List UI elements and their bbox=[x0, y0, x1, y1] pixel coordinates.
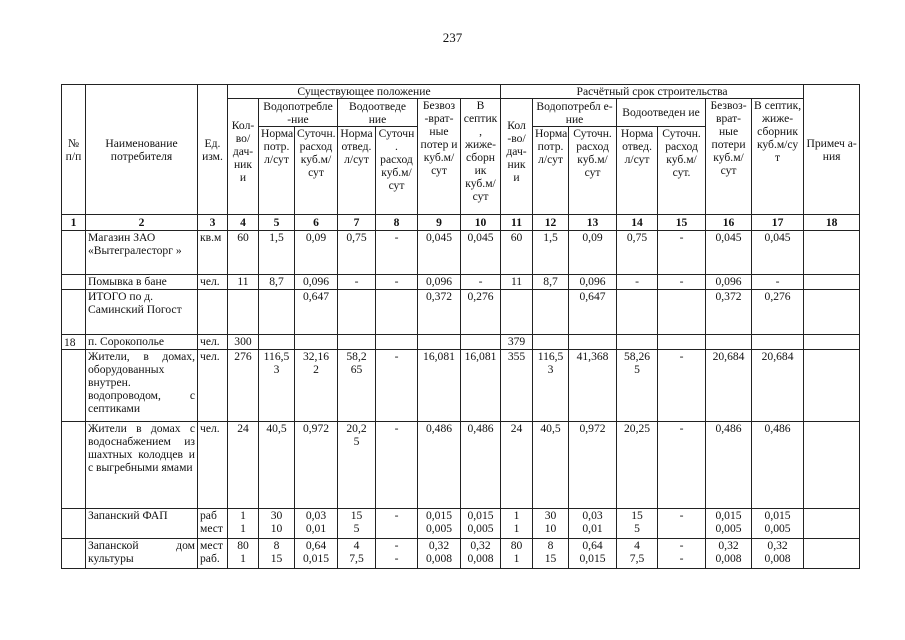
header-ex-ws-norm: Норма потр. л/сут bbox=[259, 127, 295, 215]
row-cell bbox=[418, 335, 461, 350]
row-cell bbox=[533, 335, 569, 350]
col-number: 2 bbox=[86, 215, 198, 231]
table-row bbox=[62, 422, 860, 509]
table-row bbox=[62, 350, 860, 422]
table-row bbox=[62, 290, 860, 335]
row-cell: 8,7 bbox=[533, 275, 569, 290]
row-cell: 0,486 bbox=[706, 422, 752, 509]
row-cell: 0,972 bbox=[569, 422, 617, 509]
col-number: 14 bbox=[617, 215, 658, 231]
header-remark: Примеч а-ния bbox=[804, 85, 860, 215]
row-cell bbox=[706, 335, 752, 350]
page-number: 237 bbox=[442, 30, 463, 45]
row-cell: - - bbox=[658, 539, 706, 569]
row-cell bbox=[658, 290, 706, 335]
row-cell: 0,045 bbox=[461, 231, 501, 275]
col-number: 12 bbox=[533, 215, 569, 231]
row-cell: 4 7,5 bbox=[338, 539, 376, 569]
header-ds-loss: Безвоз-врат-ные потери куб.м/ сут bbox=[706, 99, 752, 215]
row-unit: чел. bbox=[198, 422, 228, 509]
row-cell bbox=[228, 290, 259, 335]
col-number: 10 bbox=[461, 215, 501, 231]
row-cell: 80 1 bbox=[228, 539, 259, 569]
row-cell: 1 1 bbox=[228, 509, 259, 539]
row-cell: 0,32 0,008 bbox=[752, 539, 804, 569]
row-unit bbox=[198, 290, 228, 335]
row-cell: 0,096 bbox=[569, 275, 617, 290]
header-ex-ws-daily: Суточн. расход куб.м/ сут bbox=[295, 127, 338, 215]
header-ex-water-supply: Водопотребле -ние bbox=[259, 99, 338, 127]
header-ds-water-supply: Водопотребл е-ние bbox=[533, 99, 617, 127]
row-cell: 0,486 bbox=[461, 422, 501, 509]
row-cell: 0,09 bbox=[295, 231, 338, 275]
row-cell: 0,096 bbox=[295, 275, 338, 290]
row-cell: 0,64 0,015 bbox=[295, 539, 338, 569]
row-cell bbox=[259, 290, 295, 335]
row-cell: 0,486 bbox=[418, 422, 461, 509]
row-cell: - bbox=[338, 275, 376, 290]
col-number: 1 bbox=[62, 215, 86, 231]
row-cell: 20,2 5 bbox=[338, 422, 376, 509]
col-number: 11 bbox=[501, 215, 533, 231]
col-number: 5 bbox=[259, 215, 295, 231]
row-cell: 0,015 0,005 bbox=[418, 509, 461, 539]
row-cell bbox=[617, 335, 658, 350]
row-unit: чел. bbox=[198, 335, 228, 350]
row-cell bbox=[617, 290, 658, 335]
header-ex-drainage: Водоотведе ние bbox=[338, 99, 418, 127]
water-balance-table bbox=[61, 84, 860, 569]
row-cell: 0,045 bbox=[706, 231, 752, 275]
row-cell: 0,096 bbox=[418, 275, 461, 290]
row-cell: 0,64 0,015 bbox=[569, 539, 617, 569]
table-row bbox=[62, 275, 860, 290]
row-cell: - bbox=[461, 275, 501, 290]
row-cell: 15 5 bbox=[338, 509, 376, 539]
row-cell: 355 bbox=[501, 350, 533, 422]
row-cell bbox=[804, 509, 860, 539]
col-number: 6 bbox=[295, 215, 338, 231]
row-cell: 0,972 bbox=[295, 422, 338, 509]
row-cell: - bbox=[752, 275, 804, 290]
row-cell: 0,372 bbox=[706, 290, 752, 335]
row-cell: 16,081 bbox=[461, 350, 501, 422]
row-cell bbox=[804, 350, 860, 422]
row-name: Запанской дом культуры bbox=[86, 539, 198, 569]
row-cell: 40,5 bbox=[533, 422, 569, 509]
header-ex-septic: В септик , жиже-сборн ик куб.м/ сут bbox=[461, 99, 501, 215]
row-cell: 41,368 bbox=[569, 350, 617, 422]
row-name: Помывка в бане bbox=[86, 275, 198, 290]
row-num bbox=[62, 290, 86, 335]
col-number: 16 bbox=[706, 215, 752, 231]
row-cell bbox=[259, 335, 295, 350]
row-cell: 80 1 bbox=[501, 539, 533, 569]
row-name: п. Сорокополье bbox=[86, 335, 198, 350]
col-number: 13 bbox=[569, 215, 617, 231]
header-name: Наименование потребителя bbox=[86, 85, 198, 215]
row-num bbox=[62, 231, 86, 275]
row-name: ИТОГО по д. Саминский Погост bbox=[86, 290, 198, 335]
row-cell: 0,045 bbox=[418, 231, 461, 275]
row-cell: 16,081 bbox=[418, 350, 461, 422]
row-cell: 32,16 2 bbox=[295, 350, 338, 422]
row-cell: 0,372 bbox=[418, 290, 461, 335]
row-cell: - bbox=[376, 422, 418, 509]
row-cell: 379 bbox=[501, 335, 533, 350]
header-ex-dr-daily: Суточн . расход куб.м/ сут bbox=[376, 127, 418, 215]
header-num: № п/п bbox=[62, 85, 86, 215]
row-name: Жители, в домах, оборудованных внутрен. водопроводом, с септиками bbox=[86, 350, 198, 422]
row-cell: 0,015 0,005 bbox=[461, 509, 501, 539]
row-num bbox=[62, 539, 86, 569]
row-cell bbox=[501, 290, 533, 335]
row-cell: 0,32 0,008 bbox=[418, 539, 461, 569]
table-row bbox=[62, 231, 860, 275]
header-ex-loss: Безвоз -врат-ные потер и куб.м/ сут bbox=[418, 99, 461, 215]
row-cell: 20,684 bbox=[706, 350, 752, 422]
row-cell: 0,096 bbox=[706, 275, 752, 290]
row-cell: 1,5 bbox=[259, 231, 295, 275]
row-cell: 0,03 0,01 bbox=[569, 509, 617, 539]
row-cell: - bbox=[617, 275, 658, 290]
row-name: Магазин ЗАО «Вытегралесторг » bbox=[86, 231, 198, 275]
table-row bbox=[62, 335, 860, 350]
row-cell: 0,276 bbox=[461, 290, 501, 335]
row-unit: раб мест bbox=[198, 509, 228, 539]
row-cell bbox=[804, 335, 860, 350]
row-cell: 0,015 0,005 bbox=[706, 509, 752, 539]
header-unit: Ед. изм. bbox=[198, 85, 228, 215]
row-cell: 0,75 bbox=[338, 231, 376, 275]
row-cell bbox=[804, 231, 860, 275]
row-unit: чел. bbox=[198, 275, 228, 290]
row-cell: - bbox=[658, 231, 706, 275]
col-number: 4 bbox=[228, 215, 259, 231]
row-cell: - bbox=[658, 509, 706, 539]
header-ds-drainage: Водоотведен ие bbox=[617, 99, 706, 127]
row-cell: 8,7 bbox=[259, 275, 295, 290]
row-cell: 0,32 0,008 bbox=[461, 539, 501, 569]
header-design: Расчётный срок строительства bbox=[501, 85, 804, 99]
row-cell bbox=[376, 335, 418, 350]
row-cell: 24 bbox=[228, 422, 259, 509]
row-cell: 0,045 bbox=[752, 231, 804, 275]
row-cell: 116,5 3 bbox=[533, 350, 569, 422]
row-cell: 8 15 bbox=[533, 539, 569, 569]
row-cell: 20,25 bbox=[617, 422, 658, 509]
row-cell: - - bbox=[376, 539, 418, 569]
row-cell: 0,75 bbox=[617, 231, 658, 275]
row-cell: 0,09 bbox=[569, 231, 617, 275]
col-number: 15 bbox=[658, 215, 706, 231]
row-unit: кв.м bbox=[198, 231, 228, 275]
col-number: 18 bbox=[804, 215, 860, 231]
row-cell bbox=[658, 335, 706, 350]
header-ds-dr-norm: Норма отвед. л/сут bbox=[617, 127, 658, 215]
row-cell: 30 10 bbox=[259, 509, 295, 539]
row-cell: 20,684 bbox=[752, 350, 804, 422]
row-num bbox=[62, 275, 86, 290]
table-row bbox=[62, 539, 860, 569]
row-cell: - bbox=[376, 509, 418, 539]
row-cell: 0,647 bbox=[295, 290, 338, 335]
header-ex-qty: Кол-во/ дач-ник и bbox=[228, 99, 259, 215]
row-num: 18 bbox=[62, 335, 86, 350]
header-ds-septic: В септик, жиже-сборник куб.м/су т bbox=[752, 99, 804, 215]
row-cell: 1,5 bbox=[533, 231, 569, 275]
row-cell: 0,03 0,01 bbox=[295, 509, 338, 539]
row-cell: 8 15 bbox=[259, 539, 295, 569]
table-row bbox=[62, 509, 860, 539]
row-cell bbox=[804, 422, 860, 509]
row-cell: 40,5 bbox=[259, 422, 295, 509]
header-ex-dr-norm: Норма отвед. л/сут bbox=[338, 127, 376, 215]
row-cell: - bbox=[376, 275, 418, 290]
header-ds-dr-daily: Суточн. расход куб.м/ сут. bbox=[658, 127, 706, 215]
row-cell: 24 bbox=[501, 422, 533, 509]
row-cell bbox=[533, 290, 569, 335]
row-cell: 60 bbox=[228, 231, 259, 275]
row-cell: 0,32 0,008 bbox=[706, 539, 752, 569]
header-ds-qty: Кол -во/ дач-ник и bbox=[501, 99, 533, 215]
row-cell: - bbox=[376, 231, 418, 275]
row-cell: 11 bbox=[501, 275, 533, 290]
row-cell bbox=[804, 275, 860, 290]
row-cell: 0,276 bbox=[752, 290, 804, 335]
row-name: Жители в домах с водоснабжением из шахтных колодцев и с выгребными ямами bbox=[86, 422, 198, 509]
row-cell: 276 bbox=[228, 350, 259, 422]
row-cell: 58,2 65 bbox=[338, 350, 376, 422]
row-cell: - bbox=[658, 422, 706, 509]
col-number: 9 bbox=[418, 215, 461, 231]
row-cell bbox=[461, 335, 501, 350]
row-cell: - bbox=[658, 275, 706, 290]
row-name: Запанский ФАП bbox=[86, 509, 198, 539]
row-cell: 4 7,5 bbox=[617, 539, 658, 569]
row-cell: 60 bbox=[501, 231, 533, 275]
header-ds-ws-daily: Суточн. расход куб.м/ сут bbox=[569, 127, 617, 215]
row-cell: 58,26 5 bbox=[617, 350, 658, 422]
row-cell bbox=[752, 335, 804, 350]
col-number: 8 bbox=[376, 215, 418, 231]
col-number: 7 bbox=[338, 215, 376, 231]
row-unit: мест раб. bbox=[198, 539, 228, 569]
row-cell bbox=[569, 335, 617, 350]
row-cell bbox=[804, 290, 860, 335]
row-cell bbox=[338, 335, 376, 350]
col-number: 17 bbox=[752, 215, 804, 231]
row-cell: - bbox=[376, 350, 418, 422]
row-cell bbox=[376, 290, 418, 335]
row-num bbox=[62, 509, 86, 539]
header-ds-ws-norm: Норма потр. л/сут bbox=[533, 127, 569, 215]
row-cell: 15 5 bbox=[617, 509, 658, 539]
row-cell bbox=[338, 290, 376, 335]
row-num bbox=[62, 350, 86, 422]
row-cell: 300 bbox=[228, 335, 259, 350]
row-cell: 116,5 3 bbox=[259, 350, 295, 422]
row-cell bbox=[295, 335, 338, 350]
col-number: 3 bbox=[198, 215, 228, 231]
row-cell: 0,647 bbox=[569, 290, 617, 335]
row-cell: 0,015 0,005 bbox=[752, 509, 804, 539]
row-unit: чел. bbox=[198, 350, 228, 422]
row-num bbox=[62, 422, 86, 509]
header-existing: Существующее положение bbox=[228, 85, 501, 99]
row-cell: 1 1 bbox=[501, 509, 533, 539]
row-cell bbox=[804, 539, 860, 569]
row-cell: - bbox=[658, 350, 706, 422]
row-cell: 11 bbox=[228, 275, 259, 290]
row-cell: 0,486 bbox=[752, 422, 804, 509]
row-cell: 30 10 bbox=[533, 509, 569, 539]
